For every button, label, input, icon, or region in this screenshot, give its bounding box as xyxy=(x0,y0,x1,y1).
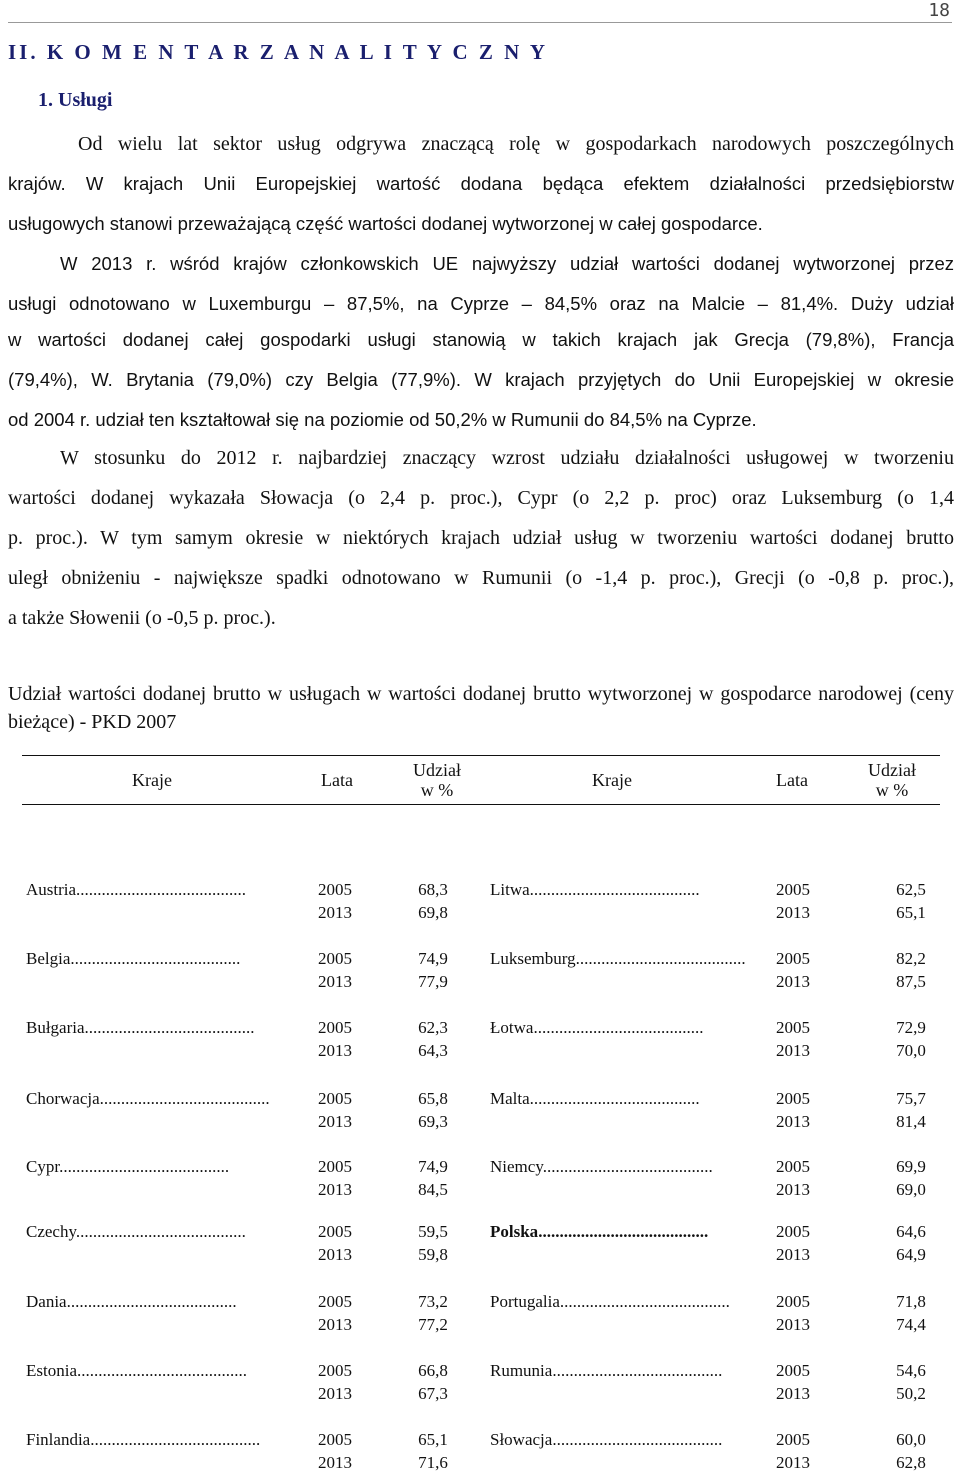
leader-dots: ........................................ xyxy=(70,949,241,968)
header-udzial-right xyxy=(847,756,937,804)
value-cell: 64,3 xyxy=(418,1041,448,1060)
country-label: Luksemburg xyxy=(490,949,576,968)
header-kraje-right: Kraje xyxy=(592,770,632,790)
paragraph-3-line: W stosunku do 2012 r. najbardziej znaczący wzrost udziału działalności usługowej w tworzeniu xyxy=(60,447,954,469)
year-cell: 2013 xyxy=(776,1112,810,1131)
country-label: Estonia xyxy=(26,1361,77,1380)
page-number: 18 xyxy=(928,0,950,21)
country-label: Austria xyxy=(26,880,77,899)
header-udzial-line2: w % xyxy=(420,780,454,800)
table-row xyxy=(484,1087,934,1135)
country-label: Malta xyxy=(490,1089,530,1108)
table-row xyxy=(484,878,934,926)
table-row xyxy=(22,1155,472,1203)
country-name xyxy=(490,1155,746,1178)
data-table xyxy=(22,755,940,1472)
country-name xyxy=(26,1290,284,1313)
value-cell: 67,3 xyxy=(418,1384,448,1403)
leader-dots: ........................................ xyxy=(77,1361,247,1380)
table-row xyxy=(22,947,472,995)
year-cell: 2013 xyxy=(776,1315,810,1334)
table-row xyxy=(22,1290,472,1338)
year-cell: 2005 xyxy=(318,1361,352,1380)
country-name xyxy=(490,878,746,901)
table-row xyxy=(22,1359,472,1407)
table-row xyxy=(484,1220,934,1268)
year-cell: 2005 xyxy=(776,880,810,899)
value-cell: 71,6 xyxy=(418,1453,448,1472)
value-cell: 64,6 xyxy=(896,1222,926,1241)
leader-dots: ........................................ xyxy=(529,1089,700,1108)
country-name xyxy=(490,1428,746,1451)
paragraph-1-line: Od wielu lat sektor usług odgrywa znaczącą rolę w gospodarkach narodowych poszczególnych xyxy=(78,133,954,155)
leader-dots: ........................................ xyxy=(559,1292,730,1311)
year-cell: 2013 xyxy=(318,903,352,922)
header-udzial-line1: Udział xyxy=(868,760,916,780)
year-cell: 2013 xyxy=(776,1180,810,1199)
value-cell: 59,5 xyxy=(418,1222,448,1241)
value-cell: 71,8 xyxy=(896,1292,926,1311)
year-cell: 2013 xyxy=(776,1453,810,1472)
value-cell: 77,2 xyxy=(418,1315,448,1334)
year-cell: 2013 xyxy=(776,972,810,991)
value-cell: 62,5 xyxy=(896,880,926,899)
paragraph-2-line: usługi odnotowano w Luxemburgu – 87,5%, na Cyprze – 84,5% oraz na Malcie – 81,4%. Duży udział xyxy=(8,293,954,314)
value-cell: 74,4 xyxy=(896,1315,926,1334)
paragraph-3-line: uległ obniżeniu - największe spadki odnotowano w Rumunii (o -1,4 p. proc.), Grecji (o -0,8 p. proc.), xyxy=(8,567,954,589)
country-name xyxy=(26,1016,284,1039)
value-cell: 77,9 xyxy=(418,972,448,991)
country-name xyxy=(490,1359,746,1382)
year-cell: 2013 xyxy=(318,1180,352,1199)
year-cell: 2005 xyxy=(318,1430,352,1449)
year-cell: 2013 xyxy=(776,1041,810,1060)
table-row xyxy=(484,947,934,995)
country-name xyxy=(26,947,284,970)
year-cell: 2013 xyxy=(776,1245,810,1264)
leader-dots: ........................................ xyxy=(538,1222,709,1241)
value-cell: 74,9 xyxy=(418,949,448,968)
year-cell: 2005 xyxy=(318,949,352,968)
country-name xyxy=(26,1087,284,1110)
country-name xyxy=(26,1155,284,1178)
country-name xyxy=(26,1220,284,1243)
value-cell: 68,3 xyxy=(418,880,448,899)
value-cell: 50,2 xyxy=(896,1384,926,1403)
country-label: Finlandia xyxy=(26,1430,91,1449)
leader-dots: ........................................ xyxy=(533,1018,704,1037)
paragraph-3-line: p. proc.). W tym samym okresie w niektórych krajach udział usług w tworzeniu wartości dodanej brutto xyxy=(8,527,954,549)
country-label: Niemcy xyxy=(490,1157,543,1176)
leader-dots: ........................................ xyxy=(552,1430,723,1449)
year-cell: 2013 xyxy=(318,1112,352,1131)
country-name xyxy=(26,1359,284,1382)
header-kraje-left: Kraje xyxy=(132,770,172,790)
value-cell: 74,9 xyxy=(418,1157,448,1176)
year-cell: 2005 xyxy=(318,1157,352,1176)
year-cell: 2005 xyxy=(318,1018,352,1037)
leader-dots: ........................................ xyxy=(84,1018,255,1037)
year-cell: 2005 xyxy=(776,1361,810,1380)
table-row xyxy=(22,878,472,926)
value-cell: 54,6 xyxy=(896,1361,926,1380)
country-label: Łotwa xyxy=(490,1018,534,1037)
country-label: Bułgaria xyxy=(26,1018,85,1037)
year-cell: 2005 xyxy=(776,1018,810,1037)
value-cell: 62,3 xyxy=(418,1018,448,1037)
country-name xyxy=(490,947,746,970)
table-row xyxy=(22,1087,472,1135)
year-cell: 2013 xyxy=(318,1315,352,1334)
country-name xyxy=(490,1220,746,1243)
year-cell: 2013 xyxy=(318,972,352,991)
value-cell: 69,0 xyxy=(896,1180,926,1199)
table-header xyxy=(22,755,940,805)
paragraph-2-line: (79,4%), W. Brytania (79,0%) czy Belgia (77,9%). W krajach przyjętych do Unii Europejskiej w okresie xyxy=(8,369,954,390)
leader-dots: ........................................ xyxy=(99,1089,270,1108)
value-cell: 66,8 xyxy=(418,1361,448,1380)
table-row xyxy=(22,1016,472,1064)
country-name xyxy=(490,1087,746,1110)
paragraph-3-line: a także Słowenii (o -0,5 p. proc.). xyxy=(8,607,276,629)
value-cell: 69,9 xyxy=(896,1157,926,1176)
value-cell: 69,3 xyxy=(418,1112,448,1131)
country-name xyxy=(26,878,284,901)
year-cell: 2005 xyxy=(776,949,810,968)
table-caption: Udział wartości dodanej brutto w usługach w wartości dodanej brutto wytworzonej w gospodarce narodowej (ceny bieżące) - PKD 2007 xyxy=(8,683,954,733)
value-cell: 65,1 xyxy=(418,1430,448,1449)
header-udzial-line2: w % xyxy=(875,780,909,800)
table-row xyxy=(484,1290,934,1338)
year-cell: 2005 xyxy=(318,1222,352,1241)
country-label: Litwa xyxy=(490,880,530,899)
year-cell: 2005 xyxy=(776,1089,810,1108)
country-name xyxy=(26,1428,284,1451)
year-cell: 2005 xyxy=(318,1089,352,1108)
country-label: Czechy xyxy=(26,1222,76,1241)
value-cell: 59,8 xyxy=(418,1245,448,1264)
leader-dots: ........................................ xyxy=(75,1222,246,1241)
year-cell: 2005 xyxy=(318,880,352,899)
leader-dots: ........................................ xyxy=(542,1157,713,1176)
year-cell: 2013 xyxy=(776,903,810,922)
country-label: Słowacja xyxy=(490,1430,553,1449)
year-cell: 2013 xyxy=(318,1384,352,1403)
paragraph-3-line: wartości dodanej wykazała Słowacja (o 2,4 p. proc.), Cypr (o 2,2 p. proc) oraz Luksemburg (o 1,4 xyxy=(8,487,954,509)
country-label: Belgia xyxy=(26,949,71,968)
value-cell: 65,1 xyxy=(896,903,926,922)
paragraph-1-line: krajów. W krajach Unii Europejskiej wartość dodana będąca efektem działalności przedsiębiorstw xyxy=(8,173,954,194)
header-udzial-left xyxy=(392,756,482,804)
country-label: Portugalia xyxy=(490,1292,560,1311)
value-cell: 73,2 xyxy=(418,1292,448,1311)
value-cell: 82,2 xyxy=(896,949,926,968)
leader-dots: ........................................ xyxy=(552,1361,723,1380)
paragraph-2-line: od 2004 r. udział ten kształtował się na poziomie od 50,2% w Rumunii do 84,5% na Cyprze. xyxy=(8,409,757,430)
leader-dots: ........................................ xyxy=(529,880,700,899)
country-label: Dania xyxy=(26,1292,67,1311)
country-name xyxy=(490,1016,746,1039)
table-row xyxy=(22,1428,472,1476)
paragraph-2-line: w wartości dodanej całej gospodarki usługi stanowią w takich krajach jak Grecja (79,8%), Francja xyxy=(8,329,954,350)
header-lata-left: Lata xyxy=(321,770,353,790)
value-cell: 81,4 xyxy=(896,1112,926,1131)
leader-dots: ........................................ xyxy=(575,949,746,968)
table-row xyxy=(484,1428,934,1476)
table-row xyxy=(484,1155,934,1203)
country-label: Rumunia xyxy=(490,1361,553,1380)
year-cell: 2005 xyxy=(776,1292,810,1311)
year-cell: 2013 xyxy=(776,1384,810,1403)
paragraph-2-line: W 2013 r. wśród krajów członkowskich UE najwyższy udział wartości dodanej wytworzonej przez xyxy=(60,253,954,274)
value-cell: 70,0 xyxy=(896,1041,926,1060)
value-cell: 64,9 xyxy=(896,1245,926,1264)
paragraph-1-line: usługowych stanowi przeważającą część wartości dodanej wytworzonej w całej gospodarce. xyxy=(8,213,763,234)
year-cell: 2005 xyxy=(776,1430,810,1449)
header-lata-right: Lata xyxy=(776,770,808,790)
value-cell: 87,5 xyxy=(896,972,926,991)
value-cell: 60,0 xyxy=(896,1430,926,1449)
year-cell: 2005 xyxy=(318,1292,352,1311)
value-cell: 75,7 xyxy=(896,1089,926,1108)
section-title: 1. Usługi xyxy=(38,89,113,111)
year-cell: 2013 xyxy=(318,1041,352,1060)
table-row xyxy=(484,1359,934,1407)
value-cell: 69,8 xyxy=(418,903,448,922)
country-name xyxy=(490,1290,746,1313)
table-row xyxy=(22,1220,472,1268)
value-cell: 84,5 xyxy=(418,1180,448,1199)
country-label: Chorwacja xyxy=(26,1089,100,1108)
leader-dots: ........................................ xyxy=(66,1292,237,1311)
leader-dots: ........................................ xyxy=(76,880,247,899)
table-row xyxy=(484,1016,934,1064)
header-udzial-line1: Udział xyxy=(413,760,461,780)
value-cell: 72,9 xyxy=(896,1018,926,1037)
year-cell: 2005 xyxy=(776,1157,810,1176)
chapter-title: II. K O M E N T A R Z A N A L I T Y C Z N Y xyxy=(8,40,548,64)
country-label: Cypr xyxy=(26,1157,60,1176)
value-cell: 62,8 xyxy=(896,1453,926,1472)
value-cell: 65,8 xyxy=(418,1089,448,1108)
leader-dots: ........................................ xyxy=(90,1430,261,1449)
year-cell: 2013 xyxy=(318,1245,352,1264)
leader-dots: ........................................ xyxy=(59,1157,230,1176)
year-cell: 2013 xyxy=(318,1453,352,1472)
top-rule xyxy=(8,22,952,23)
country-label: Polska xyxy=(490,1222,539,1241)
year-cell: 2005 xyxy=(776,1222,810,1241)
